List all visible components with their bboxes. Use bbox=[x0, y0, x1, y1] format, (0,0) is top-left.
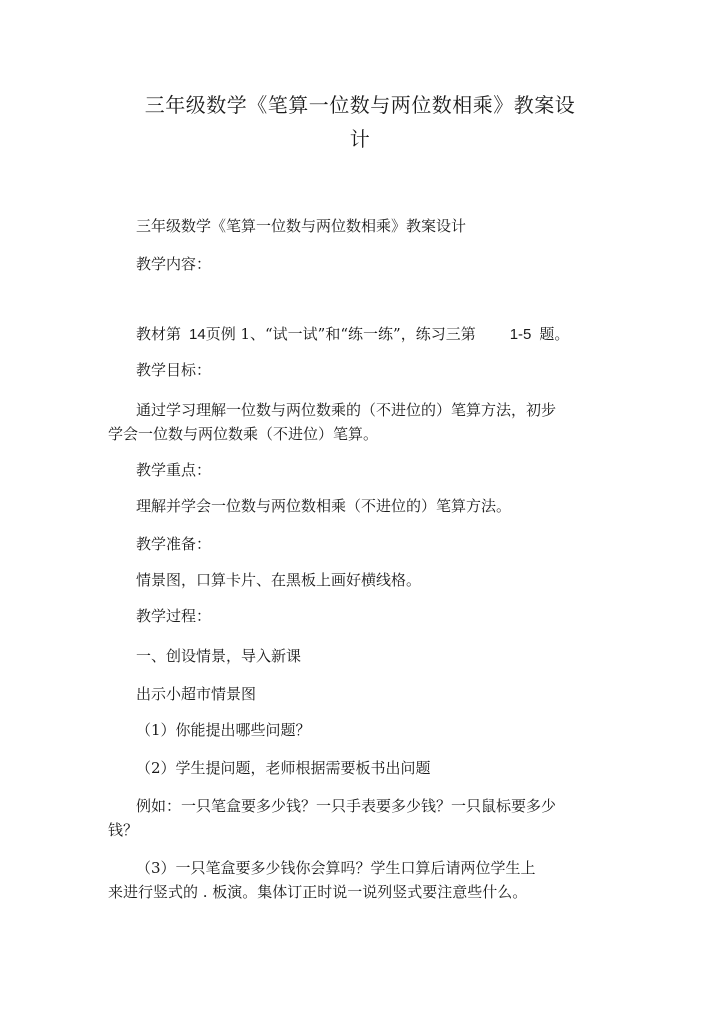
example-line2: 钱？ bbox=[108, 821, 139, 839]
question-2-text: 学生提问题，老师根据需要板书出问题 bbox=[175, 759, 431, 777]
example-line1: 例如：一只笔盒要多少钱？一只手表要多少钱？一只鼠标要多少 bbox=[136, 797, 557, 815]
question-3-line2: 来进行竖式的 . 板演。集体订正时说一说列竖式要注意些什么。 bbox=[108, 883, 528, 901]
document-title-line2: 计 bbox=[349, 127, 371, 151]
content-suffix: 题。 bbox=[539, 325, 570, 343]
question-2 bbox=[136, 758, 431, 778]
content-prefix: 教材第 bbox=[136, 325, 182, 343]
question-2-number: （2） bbox=[136, 759, 176, 777]
focus-text: 理解并学会一位数与两位数相乘（不进位的）笔算方法。 bbox=[136, 497, 512, 515]
section-focus-heading: 教学重点： bbox=[136, 461, 212, 479]
content-page-number: 14 bbox=[189, 326, 206, 343]
prep-text: 情景图，口算卡片、在黑板上画好横线格。 bbox=[136, 571, 422, 589]
section-prep-heading: 教学准备： bbox=[136, 535, 212, 553]
question-3 bbox=[136, 858, 536, 878]
goal-line2: 学会一位数与两位数乘（不进位）笔算。 bbox=[108, 425, 379, 443]
section-goal-heading: 教学目标： bbox=[136, 361, 212, 379]
goal-line1: 通过学习理解一位数与两位数乘的（不进位的）笔算方法，初步 bbox=[136, 401, 557, 419]
step1-heading: 一、创设情景，导入新课 bbox=[136, 647, 302, 665]
question-3-number: （3） bbox=[136, 859, 176, 877]
question-1-text: 你能提出哪些问题？ bbox=[175, 721, 311, 739]
content-middle: 页例 1、“试一试”和“练一练”，练习三第 bbox=[205, 325, 476, 343]
question-1-number: （1） bbox=[136, 721, 176, 739]
step1-text: 出示小超市情景图 bbox=[136, 685, 257, 703]
question-3-text: 一只笔盒要多少钱你会算吗？学生口算后请两位学生上 bbox=[175, 859, 536, 877]
content-line bbox=[136, 324, 569, 345]
question-1 bbox=[136, 720, 311, 740]
section-process-heading: 教学过程： bbox=[136, 607, 212, 625]
document-subtitle: 三年级数学《笔算一位数与两位数相乘》教案设计 bbox=[136, 217, 467, 235]
content-range: 1-5 bbox=[509, 326, 532, 343]
document-title-line1: 三年级数学《笔算一位数与两位数相乘》教案设 bbox=[144, 93, 576, 117]
section-content-heading: 教学内容： bbox=[136, 255, 212, 273]
